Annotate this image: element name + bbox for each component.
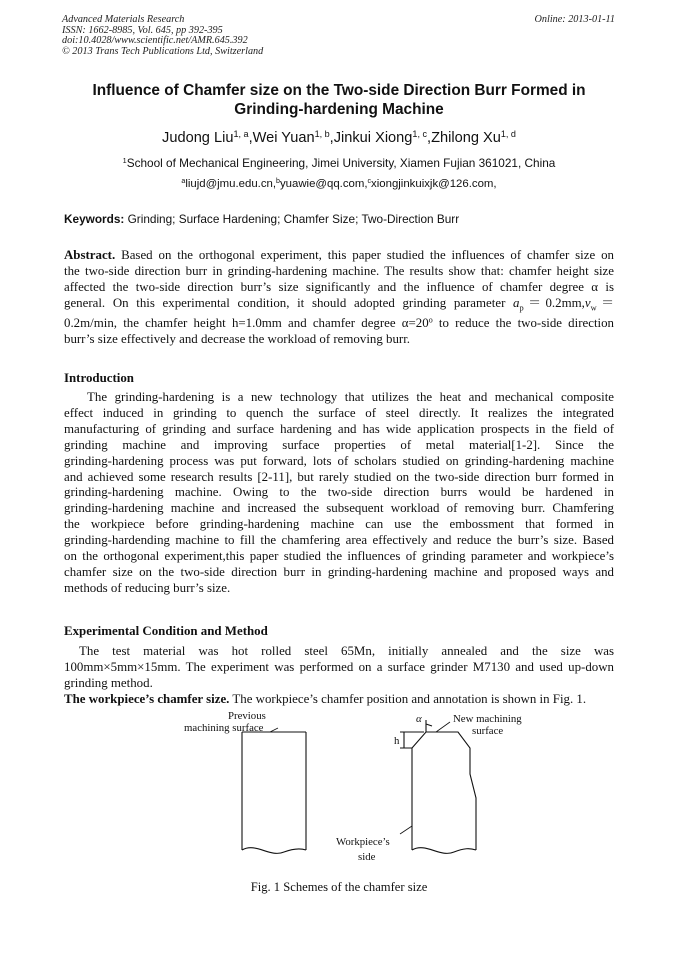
email-c: xiongjinkuixjk@126.com,	[371, 178, 497, 190]
section-heading-experimental: Experimental Condition and Method	[64, 624, 268, 638]
label-alpha: α	[416, 713, 422, 725]
abstract-line: general. On this experimental condition, it should adopted grinding parameter $a_p=0.2mm,v_w=$	[64, 295, 615, 313]
leader-new-surface	[436, 722, 450, 732]
section-heading-introduction: Introduction	[64, 371, 134, 385]
alpha-angle-marks	[426, 720, 432, 732]
leader-previous-surface	[270, 728, 278, 732]
left-workpiece-outline	[242, 732, 306, 850]
abstract-line: burr’s size effectively and decrease the workload of removing burr.	[64, 332, 411, 347]
title-line-1: Influence of Chamfer size on the Two-side Direction Burr Formed in	[92, 82, 586, 99]
author-name: Wei Yuan	[252, 130, 315, 146]
abstract-line: Abstract. Based on the orthogonal experiment, this paper studied the influences of chamfer size on	[64, 248, 614, 262]
body-line: grinding-hardending machine to fill the chamfering area effectively and reduce the burr’s size. Based	[64, 533, 614, 548]
online-date: Online: 2013-01-11	[534, 14, 615, 25]
author-affil-sup: 1, a	[233, 129, 249, 140]
h-dimension-lines	[400, 732, 424, 748]
label-workpiece-line2: side	[358, 851, 376, 863]
abstract-line: 0.2m/min, the chamfer height h=1.0mm and chamfer degree $\alpha=20^o$ to reduce the two-side direction	[64, 315, 614, 331]
author-affil-sup: 1, d	[500, 129, 516, 140]
label-new-line2: surface	[472, 725, 504, 737]
right-workpiece-outline	[412, 732, 476, 850]
label-workpiece-line1: Workpiece’s	[336, 836, 390, 848]
email-a: liujd@jmu.edu.cn,	[185, 178, 277, 190]
body-line: grinding-hardening process was put forward, lots of scholars studied on grinding-hardening machine	[64, 453, 614, 468]
body-line: The test material was hot rolled steel 65Mn, initially annealed and the size was	[79, 644, 614, 658]
abstract-line: the two-side direction burr in grinding-hardening machine. The results show that: chamfer height size	[64, 263, 614, 278]
abstract	[64, 248, 614, 348]
author-name: Judong Liu	[162, 130, 234, 146]
copyright: © 2013 Trans Tech Publications Ltd, Switzerland	[62, 45, 264, 57]
title-line-2: Grinding-hardening Machine	[234, 101, 444, 118]
right-workpiece-break	[412, 848, 476, 854]
author-name: Jinkui Xiong	[333, 130, 413, 146]
label-new-line1: New machining	[453, 713, 522, 725]
body-line: effect induced in grinding to quench the surface of steel directly. It realizes the integrated	[64, 405, 614, 420]
body-line: grinding-hardening machine. Owing to the two-side direction burrs would be hardened in	[64, 485, 614, 500]
body-line: The workpiece’s chamfer size. The workpiece’s chamfer position and annotation is shown in Fig. 1.	[64, 691, 587, 706]
body-line: grinding machine and improving surface properties of metal material[1-2]. Since the	[64, 437, 614, 452]
left-workpiece-break	[242, 848, 306, 854]
experimental-body	[64, 644, 614, 708]
body-line: methods of reducing burr’s size.	[64, 580, 231, 595]
keywords	[64, 212, 459, 227]
email-b: yuawie@qq.com,	[279, 178, 368, 190]
subsection-label: The workpiece’s chamfer size.	[64, 691, 230, 706]
author-list: Judong Liu$^{1, a}$,Wei Yuan$^{1, b}$,Jinkui Xiong$^{1, c}$,Zhilong Xu$^{1, d}$	[162, 129, 516, 146]
author-name: Zhilong Xu	[431, 130, 501, 146]
abstract-line: affected the two-side direction burr’s size significantly and the influence of chamfer degree α is	[64, 279, 614, 294]
figure-1-caption: Fig. 1 Schemes of the chamfer size	[250, 880, 428, 894]
email-list: $^a$liujd@jmu.edu.cn,$^b$yuawie@qq.com,$^c$xiongjinkuixjk@126.com,	[181, 178, 497, 190]
journal-name: Advanced Materials Research	[62, 14, 185, 25]
body-line: grinding method.	[64, 675, 153, 690]
keywords-label: Keywords:	[64, 212, 125, 226]
body-line: on the orthogonal experiment,this paper studied the influences of grinding parameter and workpiece’s	[64, 549, 614, 564]
paper-title	[62, 81, 616, 119]
keywords-text: Grinding; Surface Hardening; Chamfer Size; Two-Direction Burr	[127, 212, 460, 226]
label-previous-line1: Previous	[228, 710, 266, 722]
body-line: the workpiece before grinding-hardening machine can use the embossment that formed in	[64, 517, 614, 532]
journal-header	[62, 15, 263, 57]
affiliation-sup: 1	[122, 155, 127, 165]
body-line: The grinding-hardening is a new technology that utilizes the heat and mechanical composite	[87, 390, 614, 404]
leader-workpiece-side	[400, 826, 412, 834]
issn: ISSN: 1662-8985, Vol. 645, pp 392-395	[62, 24, 223, 36]
body-line: grinding-hardening machine and increased the subsequent workload of removing burr. Chamfering	[64, 501, 614, 516]
body-line: manufacturing of grinding and surface hardening and has wide application prospects in the field of	[64, 421, 614, 436]
abstract-label: Abstract.	[64, 248, 116, 262]
affiliation-text: School of Mechanical Engineering, Jimei University, Xiamen Fujian 361021, China	[126, 156, 556, 170]
doi: doi:10.4028/www.scientific.net/AMR.645.392	[62, 35, 248, 47]
affiliation	[62, 156, 616, 171]
body-line: chamfer size on the two-side direction burr in grinding-hardening machine and proposed ways and	[64, 564, 614, 579]
author-affil-sup: 1, c	[412, 129, 428, 140]
figure-1-chamfer-scheme	[180, 706, 540, 876]
author-affil-sup: 1, b	[314, 129, 330, 140]
body-line: and achieved some research results [2-11], but rarely studied on the two-side direction burr formed in	[64, 469, 614, 484]
label-h: h	[394, 735, 400, 747]
body-line: 100mm×5mm×15mm. The experiment was performed on a surface grinder M7130 and used up-down	[64, 659, 614, 674]
label-previous-line2: machining surface	[184, 722, 264, 734]
introduction-body	[64, 390, 614, 597]
